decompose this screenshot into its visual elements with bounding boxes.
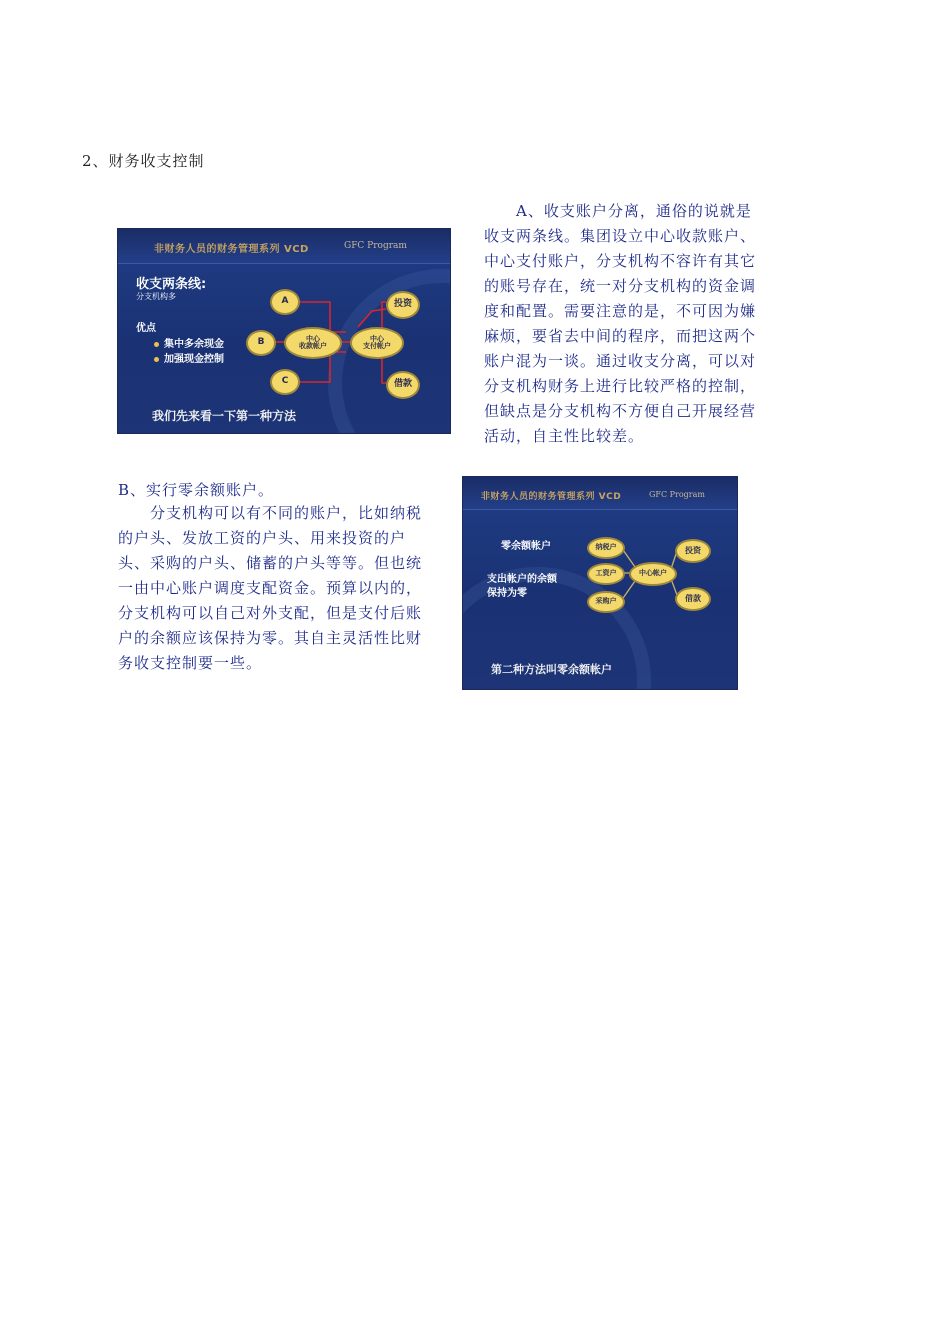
series-title: 非财务人员的财务管理系列 VCD xyxy=(481,492,622,502)
node-a: A xyxy=(270,289,300,315)
section-a-paragraph: A、收支账户分离，通俗的说就是收支两条线。集团设立中心收款账户、中心支付账户，分支机构不容许有其它的账号存在，统一对分支机构的资金调度和配置。需要注意的是，不可因为嫌麻烦，要省去中间的程序，而把这两个账户混为一谈。通过收支分离，可以对分支机构财务上进行比较严格的控制，但缺点是分支机构不方便自己开展经营活动，自主性比较差。 xyxy=(484,202,757,445)
node-wage: 工资户 xyxy=(587,563,625,585)
merit-text: 集中多余现金 xyxy=(164,339,224,350)
node-center-payment: 中心 支付帐户 xyxy=(350,327,404,359)
section-b-title: B、实行零余额账户。 xyxy=(118,481,275,499)
node-tax: 纳税户 xyxy=(587,537,625,559)
slide-subtitle: 分支机构多 xyxy=(136,292,176,301)
node-center: 中心帐户 xyxy=(629,562,677,586)
node-purchase: 采购户 xyxy=(587,591,625,613)
balance-zero-label: 支出帐户的余额 保持为零 xyxy=(487,574,557,599)
merits-label: 优点 xyxy=(136,323,156,334)
slide-image-collection-payment-lines xyxy=(117,228,451,434)
slide-caption: 第二种方法叫零余额帐户 xyxy=(491,663,612,676)
node-loan: 借款 xyxy=(675,587,711,611)
zero-balance-label: 零余额帐户 xyxy=(501,541,551,552)
node-invest: 投资 xyxy=(386,291,420,319)
node-center-receipt: 中心 收款帐户 xyxy=(284,327,342,359)
program-label: GFC Program xyxy=(344,241,407,251)
node-loan: 借款 xyxy=(386,371,420,399)
flow-arrows xyxy=(118,229,450,433)
node-c: C xyxy=(270,369,300,395)
node-invest: 投资 xyxy=(675,539,711,563)
program-label: GFC Program xyxy=(649,490,705,499)
node-b: B xyxy=(246,330,276,356)
section-b-paragraph: 分支机构可以有不同的账户，比如纳税的户头、发放工资的户头、用来投资的户头、采购的户头、储蓄的户头等等。但也统一由中心账户调度支配资金。预算以内的，分支机构可以自己对外支配，但是支付后账户的余额应该保持为零。其自主灵活性比财务收支控制要一些。 xyxy=(118,504,423,672)
slide-image-zero-balance-account xyxy=(462,476,738,690)
slide-caption: 我们先来看一下第一种方法 xyxy=(152,409,297,423)
series-title: 非财务人员的财务管理系列 VCD xyxy=(154,244,309,255)
merit-text: 加强现金控制 xyxy=(164,354,224,365)
slide-title: 收支两条线: xyxy=(136,277,207,292)
section-heading: 2、财务收支控制 xyxy=(82,152,205,170)
